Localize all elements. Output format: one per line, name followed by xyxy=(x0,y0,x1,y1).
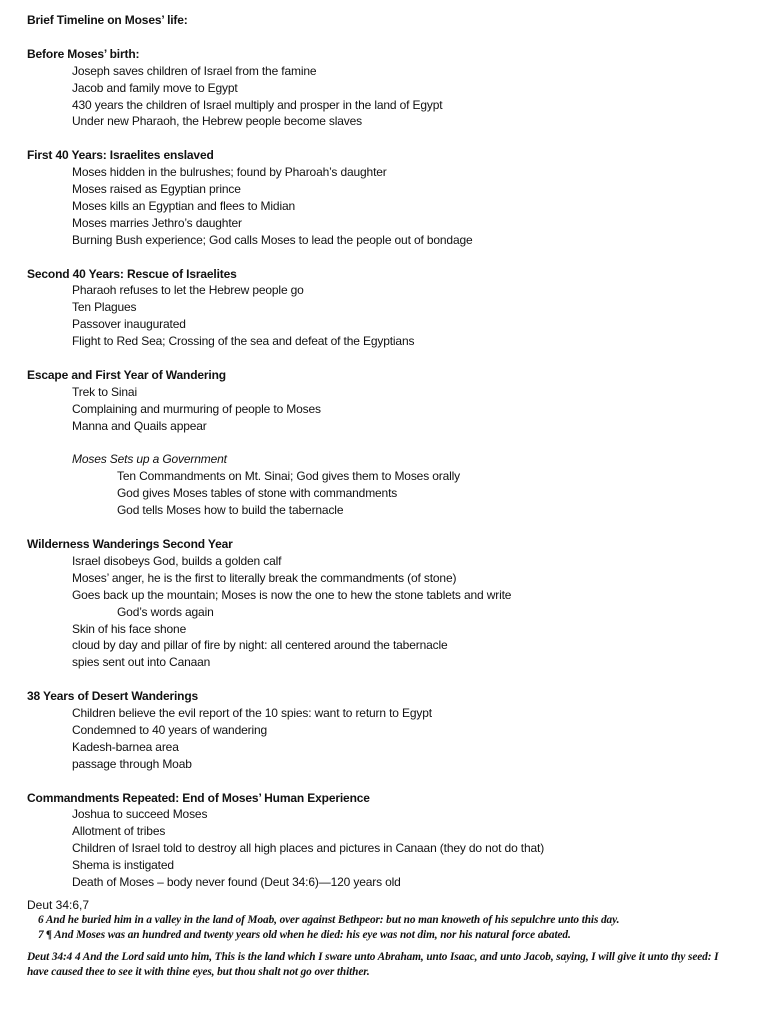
section-heading: 38 Years of Desert Wanderings xyxy=(27,689,199,704)
timeline-item: spies sent out into Canaan xyxy=(72,655,211,670)
section-heading: Second 40 Years: Rescue of Israelites xyxy=(27,266,237,281)
spacer xyxy=(27,773,757,790)
timeline-item: Moses raised as Egyptian prince xyxy=(72,182,241,197)
timeline-item: 430 years the children of Israel multiply and prosper in the land of Egypt xyxy=(72,97,443,112)
timeline-item: Ten Plagues xyxy=(72,300,137,315)
timeline-item: Trek to Sinai xyxy=(72,384,137,399)
document-title: Brief Timeline on Moses’ life: xyxy=(27,13,188,27)
scripture-verse: 6 And he buried him in a valley in the land of Moab, over against Bethpeor: but no man knoweth of his sepulchre unto this day. xyxy=(38,914,620,926)
timeline-item: Children believe the evil report of the 10 spies: want to return to Egypt xyxy=(72,706,432,721)
timeline-item: Allotment of tribes xyxy=(72,824,166,839)
timeline-item: Pharaoh refuses to let the Hebrew people go xyxy=(72,283,304,298)
document-page xyxy=(27,12,757,980)
timeline-subitem: Ten Commandments on Mt. Sinai; God gives them to Moses orally xyxy=(117,469,460,484)
spacer xyxy=(27,435,757,452)
section-heading: Before Moses’ birth: xyxy=(27,46,140,61)
timeline-item: Moses kills an Egyptian and flees to Midian xyxy=(72,198,296,213)
spacer xyxy=(27,519,757,536)
timeline-item: Jacob and family move to Egypt xyxy=(72,80,238,95)
timeline-item: Joseph saves children of Israel from the famine xyxy=(72,63,317,78)
timeline-item: Joshua to succeed Moses xyxy=(72,807,208,822)
spacer xyxy=(27,249,757,266)
timeline-item: Moses hidden in the bulrushes; found by Pharoah’s daughter xyxy=(72,165,387,180)
spacer xyxy=(27,130,757,147)
spacer xyxy=(27,29,757,46)
timeline-item: Manna and Quails appear xyxy=(72,418,207,433)
timeline-subitem: God tells Moses how to build the tabernacle xyxy=(117,503,344,518)
timeline-item: Kadesh-barnea area xyxy=(72,739,179,754)
spacer xyxy=(27,350,757,367)
timeline-item: Shema is instigated xyxy=(72,858,174,873)
timeline-item: Moses marries Jethro’s daughter xyxy=(72,215,242,230)
timeline-item: Skin of his face shone xyxy=(72,621,187,636)
section-heading: Escape and First Year of Wandering xyxy=(27,367,226,382)
timeline-item: Burning Bush experience; God calls Moses to lead the people out of bondage xyxy=(72,232,473,247)
subsection-heading: Moses Sets up a Government xyxy=(72,452,227,467)
spacer xyxy=(27,671,757,688)
timeline-item: Flight to Red Sea; Crossing of the sea and defeat of the Egyptians xyxy=(72,334,415,349)
scripture-verse: 7 ¶ And Moses was an hundred and twenty years old when he died: his eye was not dim, nor his natural force abated. xyxy=(38,929,571,941)
timeline-item: Death of Moses – body never found (Deut 34:6)—120 years old xyxy=(72,875,401,890)
scripture-paragraph: Deut 34:4 4 And the Lord said unto him, This is the land which I sware unto Abraham, unto Isaac, and unto Jacob, saying, I will give it unto thy seed: I have caused thee to see it with thine eyes, but thou shalt not go over thither. xyxy=(27,951,719,978)
timeline-item: Condemned to 40 years of wandering xyxy=(72,722,268,737)
section-heading: Wilderness Wanderings Second Year xyxy=(27,537,233,551)
timeline-item-continuation: God’s words again xyxy=(117,604,214,619)
timeline-subitem: God gives Moses tables of stone with commandments xyxy=(117,486,398,501)
timeline-item: Under new Pharaoh, the Hebrew people become slaves xyxy=(72,114,363,129)
section-heading: Commandments Repeated: End of Moses’ Human Experience xyxy=(27,790,370,805)
scripture-reference: Deut 34:6,7 xyxy=(27,898,90,912)
timeline-item: Passover inaugurated xyxy=(72,317,186,332)
timeline-item: Complaining and murmuring of people to Moses xyxy=(72,401,321,416)
timeline-item: Goes back up the mountain; Moses is now the one to hew the stone tablets and write xyxy=(72,587,512,602)
timeline-item: Israel disobeys God, builds a golden calf xyxy=(72,553,282,568)
timeline-item: Children of Israel told to destroy all high places and pictures in Canaan (they do not do that) xyxy=(72,841,545,856)
timeline-item: Moses’ anger, he is the first to literally break the commandments (of stone) xyxy=(72,570,457,585)
section-heading: First 40 Years: Israelites enslaved xyxy=(27,148,214,163)
timeline-item: cloud by day and pillar of fire by night: all centered around the tabernacle xyxy=(72,638,448,653)
timeline-item: passage through Moab xyxy=(72,756,192,771)
